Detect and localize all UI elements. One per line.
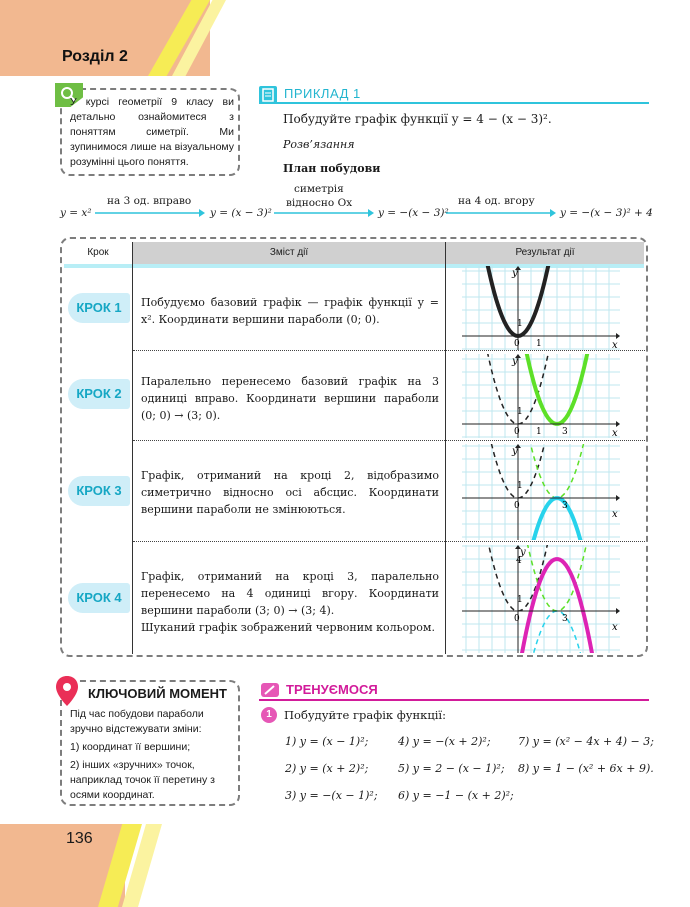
practice-item-8: 8) y = 1 − (x² + 6x + 9). xyxy=(518,762,654,775)
key-moment-item-1: 1) координат її вершини; xyxy=(70,741,191,753)
key-moment-title: КЛЮЧОВИЙ МОМЕНТ xyxy=(88,686,227,701)
step-badge-3: КРОК 3 xyxy=(68,476,130,506)
label-x: x xyxy=(612,509,618,520)
row-separator-1 xyxy=(133,350,645,351)
practice-title: ТРЕНУЄМОСЯ xyxy=(286,682,378,697)
step-text-3: Графік, отриманий на кроці 2, відобразимо симетрично відносно осі абсцис. Координати вершини параболи не змінюються. xyxy=(141,469,439,516)
chain-formula-3: y = −(x − 3)² xyxy=(378,207,449,219)
practice-item-3: 3) y = −(x − 1)²; xyxy=(285,789,378,802)
label-three-x: 3 xyxy=(562,427,568,437)
label-one-y: 1 xyxy=(517,319,523,329)
label-origin: 0 xyxy=(514,614,520,624)
chain-arrow-1 xyxy=(95,208,205,218)
label-x: x xyxy=(612,428,618,438)
label-y: y xyxy=(512,446,518,457)
graph-grid xyxy=(462,266,620,350)
key-moment-text xyxy=(70,707,234,803)
practice-rule xyxy=(259,699,649,701)
exercise-number: 1 xyxy=(261,707,277,723)
label-origin: 0 xyxy=(514,501,520,511)
step-badge-2: КРОК 2 xyxy=(68,379,130,409)
label-y: y xyxy=(512,268,518,279)
pin-icon xyxy=(56,676,78,706)
key-moment-item-2: 2) інших «зручних» точок, наприклад точок її перетину з осями координат. xyxy=(70,759,215,801)
label-one-x: 1 xyxy=(536,427,542,437)
practice-item-2: 2) y = (x + 2)²; xyxy=(285,762,369,775)
chain-formula-2: y = (x − 3)² xyxy=(210,207,272,219)
chain-formula-4: y = −(x − 3)² + 4 xyxy=(560,207,653,219)
graph-step-4 xyxy=(462,545,620,653)
label-four-y: 4 xyxy=(516,556,522,566)
note-text: У курсі геометрії 9 класу ви детально ознайомитеся з поняттям симетрії. Ми зупинимося лише на візуальному розумінні цього поняття. xyxy=(70,96,234,168)
graph-grid xyxy=(462,354,620,438)
label-three-x: 3 xyxy=(562,501,568,511)
chain-transform-2b: відносно Ox xyxy=(286,197,353,209)
section-title: Розділ 2 xyxy=(62,48,128,65)
row-separator-3 xyxy=(133,541,645,542)
label-origin: 0 xyxy=(514,339,520,349)
chain-transform-3: на 4 од. вгору xyxy=(458,195,535,207)
graph-step-1 xyxy=(462,266,620,350)
plan-label: План побудови xyxy=(283,162,381,175)
table-header-step: Крок xyxy=(64,242,132,264)
graph-step-2 xyxy=(462,354,620,438)
practice-item-6: 6) y = −1 − (x + 2)²; xyxy=(398,789,514,802)
label-origin: 0 xyxy=(514,427,520,437)
label-one-x: 1 xyxy=(536,339,542,349)
label-one-y: 1 xyxy=(517,481,523,491)
chain-transform-2a: симетрія xyxy=(294,183,344,195)
chain-transform-1: на 3 од. вправо xyxy=(107,195,192,207)
label-y: y xyxy=(512,356,518,367)
pencil-icon xyxy=(259,681,281,699)
step-text-2: Паралельно перенесемо базовий графік на 3 одиниці вправо. Координати вершини параболи (0; 0) → (3; 0). xyxy=(141,375,439,422)
table-divider-1 xyxy=(132,242,133,654)
step-badge-1: КРОК 1 xyxy=(68,293,130,323)
table-header-content: Зміст дії xyxy=(133,242,445,264)
practice-task: Побудуйте графік функції: xyxy=(284,708,446,722)
label-x: x xyxy=(612,340,618,350)
row-separator-2 xyxy=(133,440,645,441)
practice-item-5: 5) y = 2 − (x − 1)²; xyxy=(398,762,505,775)
label-y: y xyxy=(520,547,526,558)
label-x: x xyxy=(612,622,618,633)
chain-formula-1: y = x² xyxy=(60,207,92,219)
step-text-4: Графік, отриманий на кроці 3, паралельно перенесемо на 4 одиниці вгору. Координати вершини параболи (3; 0) → (3; 4). xyxy=(141,570,439,617)
key-moment-intro: Під час побудови параболи зручно відстежувати зміни: xyxy=(70,708,204,735)
step-badge-4: КРОК 4 xyxy=(68,583,130,613)
table-header-result: Результат дії xyxy=(446,242,644,264)
example-task: Побудуйте графік функції y = 4 − (x − 3)². xyxy=(283,112,552,126)
practice-item-7: 7) y = (x² − 4x + 4) − 3; xyxy=(518,735,654,748)
graph-grid xyxy=(462,545,620,653)
label-one-y: 1 xyxy=(517,407,523,417)
chain-arrow-3 xyxy=(446,208,556,218)
step-text-4-result: Шуканий графік зображений червоним кольором. xyxy=(141,621,435,634)
label-three-x: 3 xyxy=(562,614,568,624)
table-divider-2 xyxy=(445,242,446,654)
example-title: ПРИКЛАД 1 xyxy=(284,86,361,101)
solution-label: Розв’язання xyxy=(283,138,355,151)
chain-arrow-2 xyxy=(274,208,374,218)
example-rule xyxy=(259,102,649,104)
step-text-1: Побудуємо базовий графік — графік функції y = x². Координати вершини параболи (0; 0). xyxy=(141,296,439,326)
practice-item-4: 4) y = −(x + 2)²; xyxy=(398,735,491,748)
practice-item-1: 1) y = (x − 1)²; xyxy=(285,735,369,748)
graph-step-3 xyxy=(462,444,620,540)
page-number: 136 xyxy=(66,830,93,847)
label-one-y: 1 xyxy=(517,595,523,605)
